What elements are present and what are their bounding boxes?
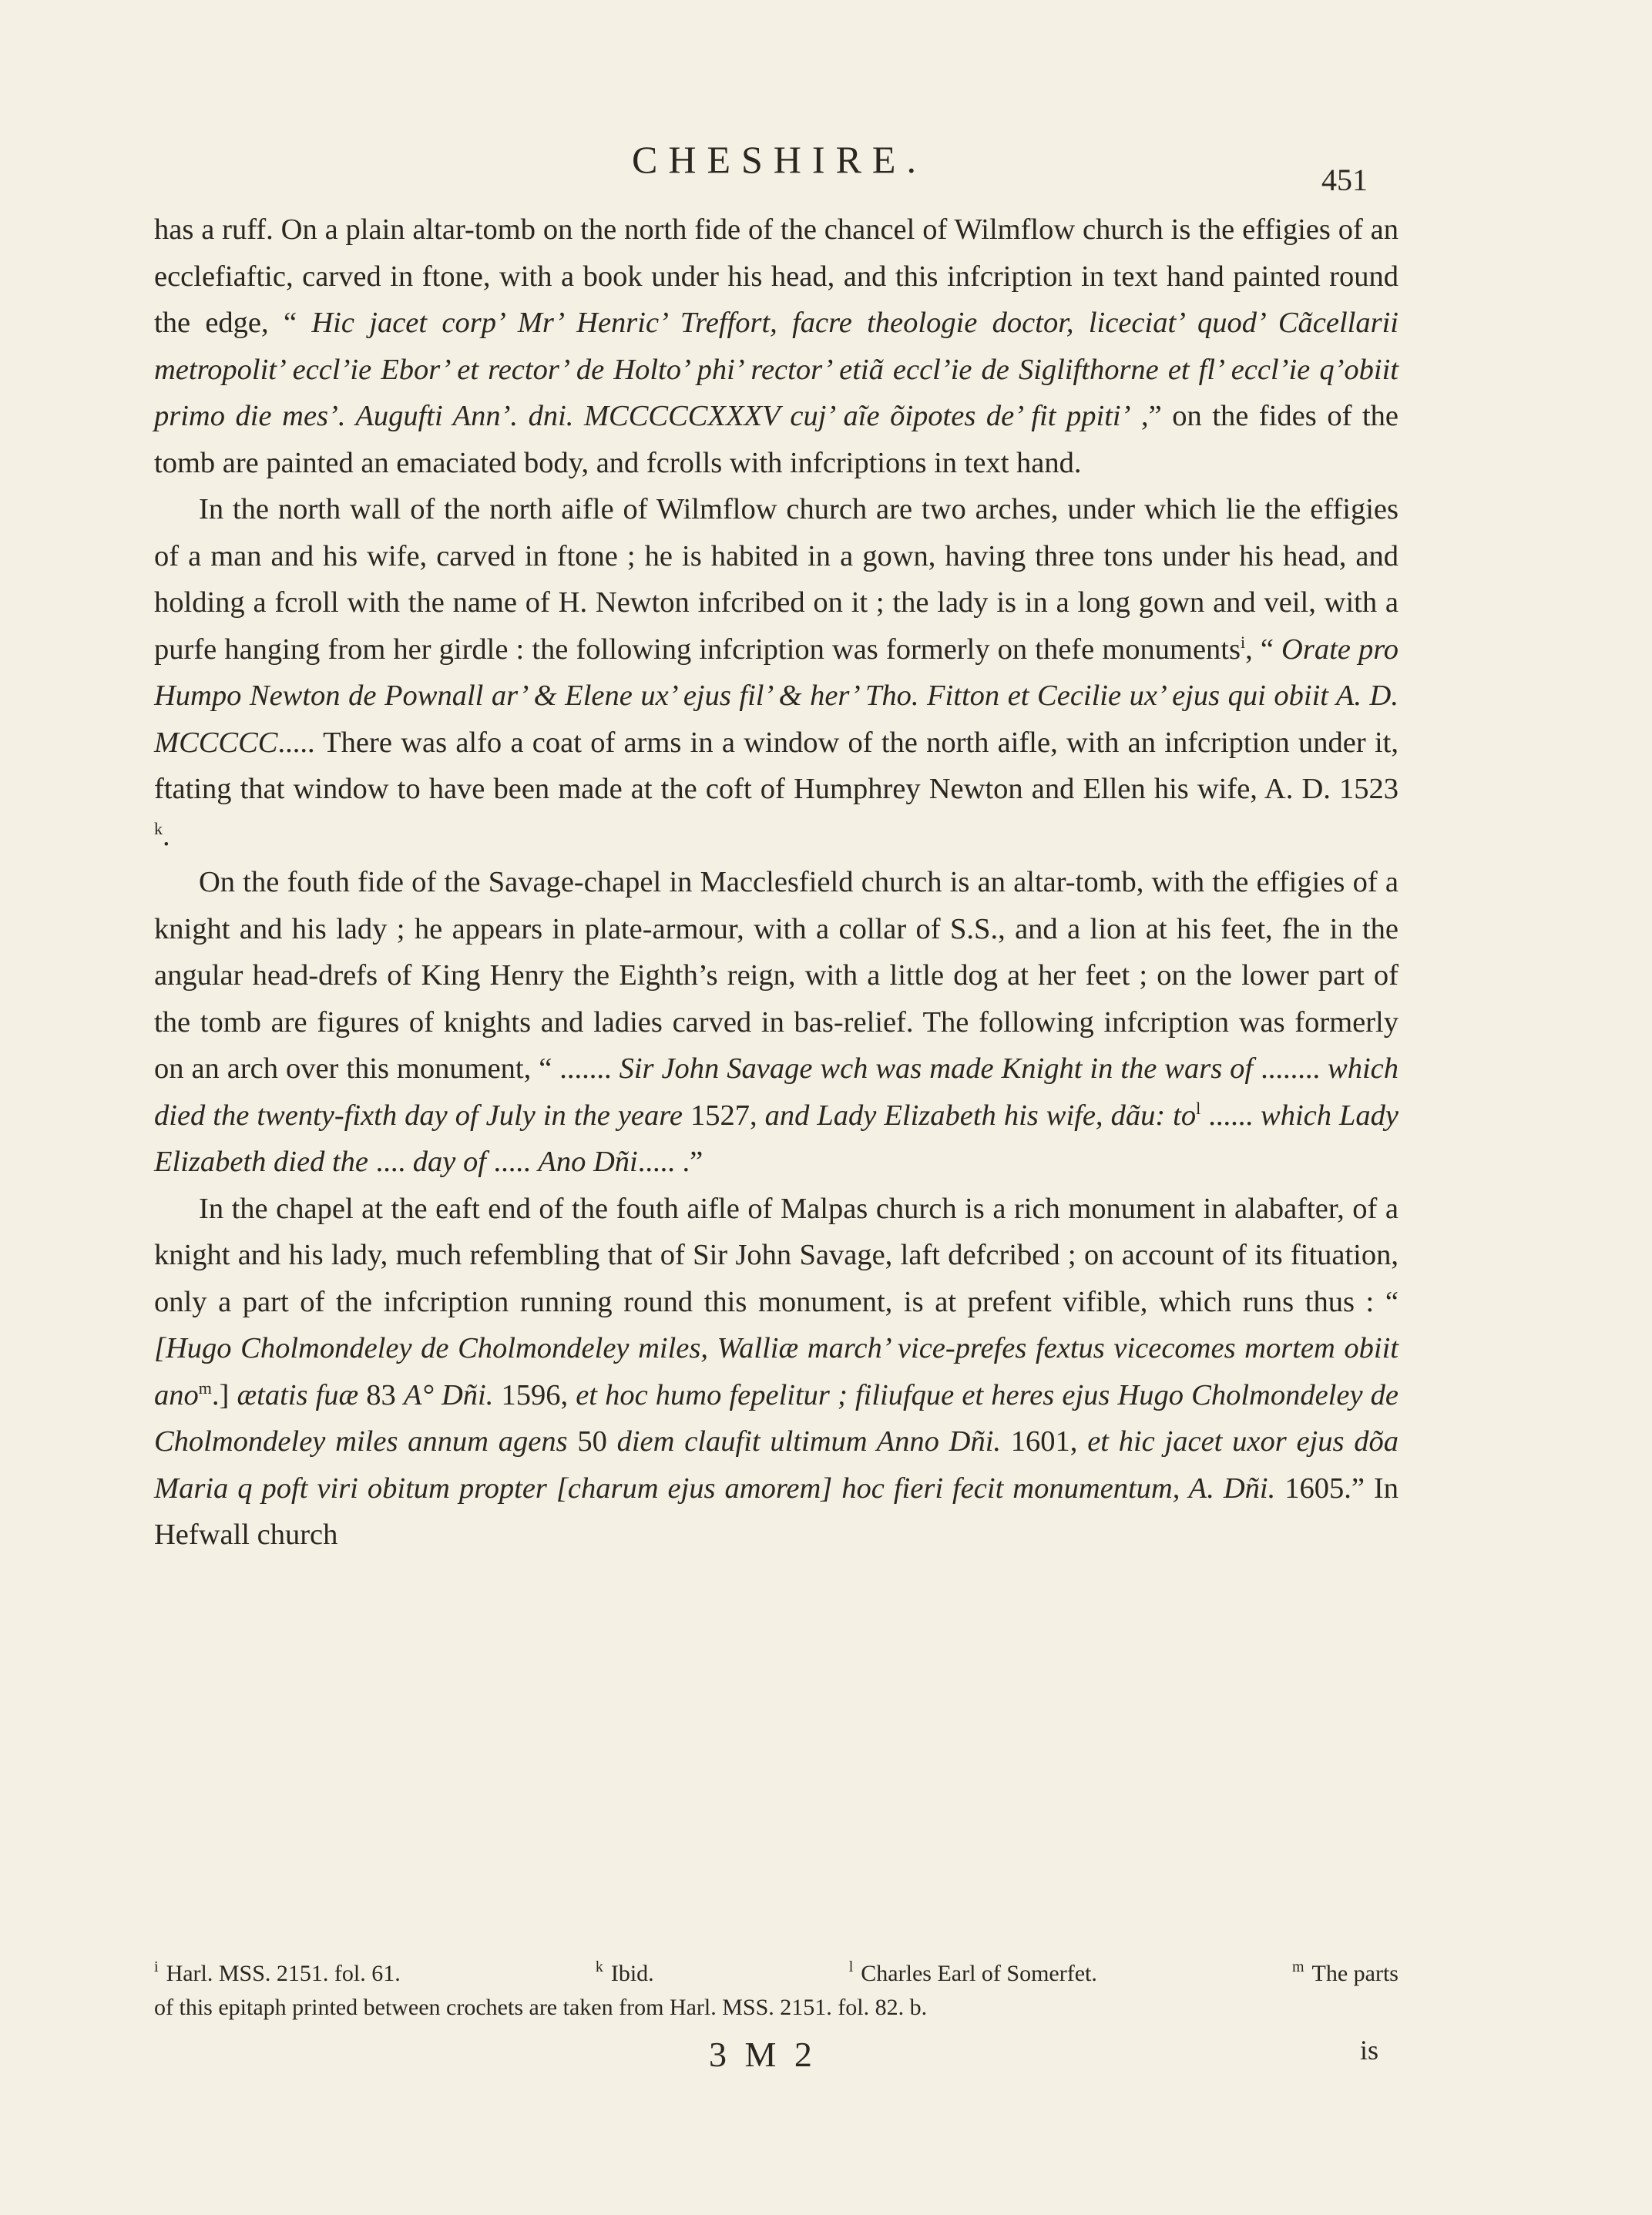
italic-run: ætatis fuæ [237,1378,359,1411]
running-head [0,137,1652,197]
italic-run: [Hugo Cholmondeley de Cholmondeley miles, Walliæ march’ vice-prefes fextus vicecomes mortem obiit ano [154,1332,1398,1411]
text-run: 1605.” In Hefwall church [154,1472,1398,1551]
footnote [849,1957,1097,1991]
text-run: ..... [485,1146,539,1178]
italic-run: Sir John Savage wch was made Knight in the wars of [619,1052,1254,1085]
catchword: is [1360,2035,1379,2066]
text-run: , “ [1245,633,1282,666]
text-run: 1601, [1001,1425,1088,1458]
text-run: ,” on the fides of the tomb are painted an emaciated body, and fcrolls with infcriptions in text hand. [154,400,1398,479]
text-run: In the chapel at the eaft end of the fouth aifle of Malpas church is a rich monument in alabafter, of a knight and his lady, much refembling that of Sir John Savage, laft defcribed ; on account of its fituation, only a part of the infcription running round this monument, is at prefent vifible, which runs thus : “ [154,1192,1398,1318]
footnote [154,1957,401,1991]
text-run: 1527, [682,1099,765,1132]
footnotes [154,1957,1398,2025]
footnote-mark: k [595,1958,603,1975]
footnote-text: Charles Earl of Somerfet. [861,1961,1097,1986]
paragraph [154,1186,1398,1559]
text-run: has a ruff. On a plain altar-tomb on the north fide of the chancel of Wilmflow church is the effigies of an ecclefiaftic, carved in ftone, with a book under his head, and this infcription in text hand painted round the edge, “ [154,213,1398,339]
italic-run: Ano Dñi [538,1146,638,1178]
text-run: ..... There was alfo a coat of arms in a window of the north aifle, with an infcription under it, ftating that window to have been made at the coft of Humphrey Newton and Ellen his wife, A. D. 1523 [154,726,1398,805]
footnote [596,1957,654,1991]
text-run: ..... .” [637,1146,703,1178]
footnote [1292,1957,1398,1991]
text-run: In the north wall of the north aifle of Wilmflow church are two arches, under which lie the effigies of a man and his wife, carved in ftone ; he is habited in a gown, having three tons under his head, and holding a fcroll with the name of H. Newton infcribed on it ; the lady is in a long gown and veil, with a purfe hanging from her girdle : the following infcription was formerly on thefe monuments [154,493,1398,666]
footnote-text: Harl. MSS. 2151. fol. 61. [166,1961,401,1986]
italic-run: et hic jacet uxor ejus dõa Maria q poft viri obitum propter [charum ejus amorem] hoc fieri fecit monumentum, A. Dñi. [154,1425,1398,1505]
italic-run: Orate pro Humpo Newton de Pownall ar’ & Elene ux’ ejus fil’ & her’ Tho. Fitton et Cecilie ux’ ejus qui obiit A. D. MCCCCC [154,633,1399,759]
italic-run: which died the twenty-fixth day of July in the yeare [154,1052,1398,1132]
text-run: .] [211,1378,237,1411]
footnote-text: Ibid. [610,1961,654,1986]
text-run: 83 [358,1378,404,1411]
italic-run: which Lady Elizabeth died the [154,1099,1399,1178]
text-run: 50 [567,1425,617,1458]
footnote-line [154,1957,1398,1991]
text-run: ........ [1253,1052,1328,1085]
italic-run: day of [412,1146,486,1178]
signature-mark: 3 M 2 [709,2035,817,2074]
footnote-text: The parts [1311,1961,1398,1986]
italic-run: et hoc humo fepelitur ; filiufque et heres ejus Hugo Cholmondeley de Cholmondeley miles annum agens [154,1378,1398,1458]
paragraph [154,859,1398,1186]
page-title: CHESHIRE. [632,138,927,181]
italic-run: Hic jacet corp’ Mr’ Henric’ Treffort, facre theologie doctor, liceciat’ quod’ Cãcellarii metropolit’ eccl’ie Ebor’ et rector’ de Holto’ phi’ rector’ etiã eccl’ie de Siglifthorne et fl’ eccl’ie q’obiit primo die mes’. Augufti Ann’. dni. MCCCCCXXXV cuj’ aĩe õipotes de’ fit ppiti’ [154,307,1398,432]
footnote-mark: i [154,1958,159,1975]
text-run: On the fouth fide of the Savage-chapel in Macclesfield church is an altar-tomb, with the effigies of a knight and his lady ; he appears in plate-armour, with a collar of S.S., and a lion at his feet, fhe in the angular head-drefs of King Henry the Eighth’s reign, with a little dog at her feet ; on the lower part of the tomb are figures of knights and ladies carved in bas-relief. The following infcription was formerly on an arch over this monument, “ ....... [154,866,1398,1085]
footnote-reference: m [198,1378,212,1398]
footnote-mark: l [848,1958,854,1975]
paragraph [154,486,1398,859]
footnote-mark: m [1291,1958,1304,1975]
footnote-reference: i [1240,632,1246,652]
footnote-continuation: of this epitaph printed between crochets are taken from Harl. MSS. 2151. fol. 82. b. [154,1995,928,2020]
text-run: . [163,819,170,852]
italic-run: diem claufit ultimum Anno Dñi. [616,1425,1002,1458]
italic-run: and Lady Elizabeth his wife, dãu: to [764,1099,1197,1132]
text-run: ...... [1200,1099,1261,1132]
footnote-reference: k [154,818,163,838]
page-number: 451 [1321,163,1368,197]
body-text [154,206,1398,1559]
italic-run: A° Dñi. [403,1378,494,1411]
footnote-reference: l [1196,1098,1201,1118]
text-run: .... [368,1146,413,1178]
text-run: 1596, [493,1378,576,1411]
paragraph [154,206,1398,486]
